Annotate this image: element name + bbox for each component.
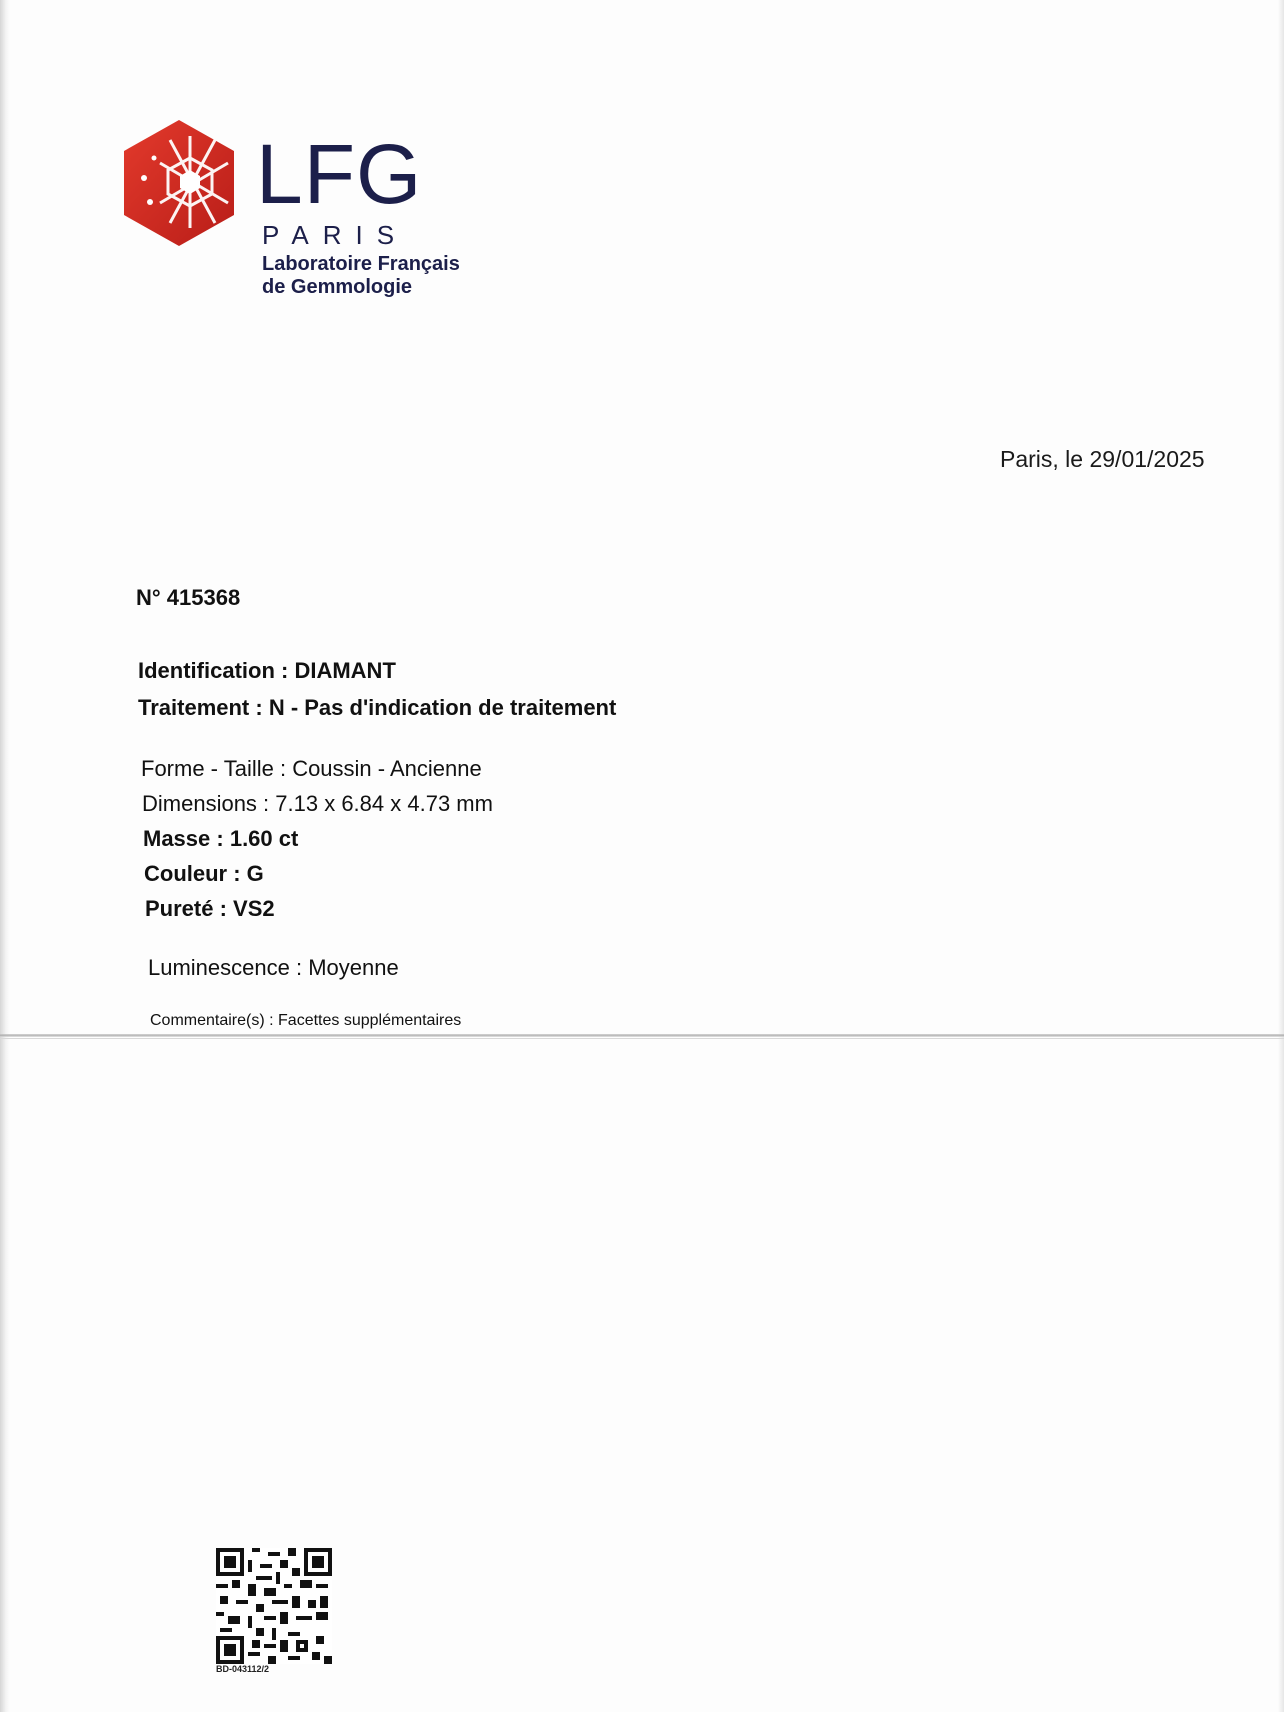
- clarity-row: [145, 896, 275, 922]
- mass-row: [143, 826, 298, 852]
- brand-logo-text: LFG: [256, 127, 423, 221]
- identification-value: DIAMANT: [294, 658, 396, 683]
- luminescence-value: Moyenne: [308, 955, 399, 980]
- hexagon-star-logo-icon: [120, 118, 238, 248]
- issue-date: Paris, le 29/01/2025: [1000, 446, 1205, 472]
- identification-row: [138, 658, 396, 684]
- mass-label: Masse :: [143, 826, 230, 851]
- paper-fold-line: [0, 1034, 1284, 1037]
- clarity-label: Pureté :: [145, 896, 234, 921]
- treatment-value: N - Pas d'indication de traitement: [268, 695, 617, 720]
- shape-cut-value: Coussin - Ancienne: [292, 756, 482, 781]
- paper-edge-left: [0, 0, 10, 1712]
- clarity-value: VS2: [233, 896, 275, 921]
- certificate-number: N° 415368: [136, 585, 241, 610]
- treatment-label: Traitement :: [138, 695, 269, 720]
- qr-caption: BD-043112/2: [216, 1664, 270, 1674]
- brand-city: PARIS: [262, 220, 409, 250]
- lab-name: [262, 253, 460, 299]
- lab-name-line1: Laboratoire Français: [262, 253, 460, 275]
- treatment-row: [138, 695, 616, 721]
- dimensions-label: Dimensions :: [142, 791, 276, 816]
- paper-fold-shadow: [0, 1038, 1284, 1039]
- shape-cut-row: [141, 756, 482, 782]
- paper-edge-right: [1278, 0, 1284, 1712]
- identification-label: Identification :: [138, 658, 295, 683]
- color-value: G: [246, 861, 264, 886]
- dimensions-row: [142, 791, 493, 817]
- color-row: [144, 861, 264, 887]
- qr-code-icon: [216, 1548, 332, 1664]
- luminescence-label: Luminescence :: [148, 955, 309, 980]
- color-label: Couleur :: [144, 861, 247, 886]
- comments-label: Commentaire(s) :: [150, 1012, 279, 1029]
- luminescence-row: [148, 955, 399, 981]
- comments-value: Facettes supplémentaires: [278, 1012, 462, 1029]
- comments-row: [150, 1012, 461, 1030]
- dimensions-value: 7.13 x 6.84 x 4.73 mm: [275, 791, 493, 816]
- lab-name-line2: de Gemmologie: [262, 276, 413, 298]
- mass-value: 1.60 ct: [229, 826, 299, 851]
- shape-cut-label: Forme - Taille :: [141, 756, 293, 781]
